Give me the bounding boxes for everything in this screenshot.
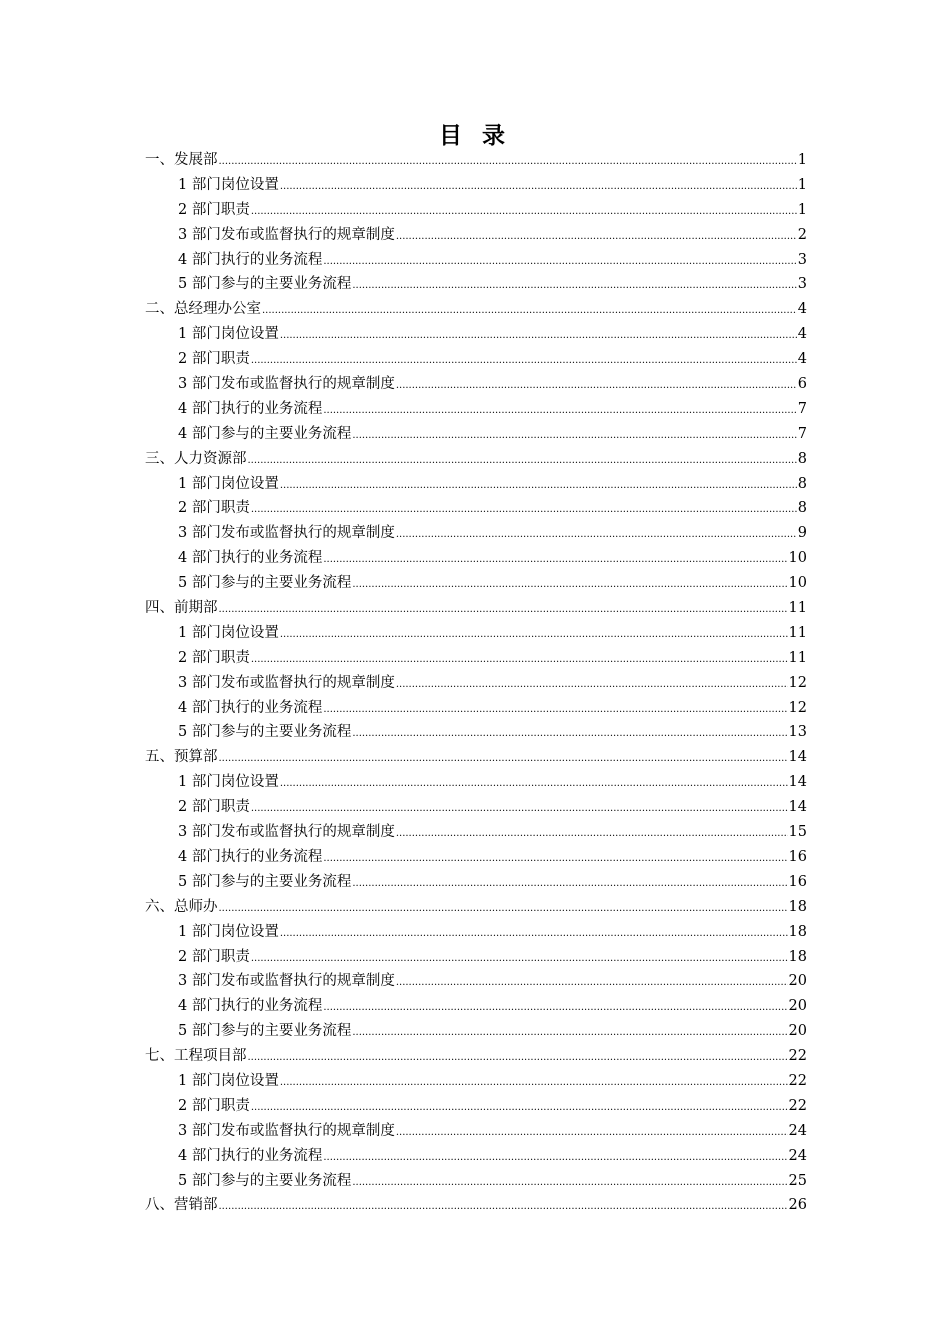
- toc-page-number: 24: [788, 1122, 807, 1139]
- toc-page-number: 1: [797, 152, 807, 168]
- toc-entry-text: 3 部门发布或监督执行的规章制度: [178, 1122, 395, 1139]
- toc-entry-text: 1 部门岗位设置: [178, 624, 279, 641]
- toc-entry-text: 2 部门职责: [178, 351, 250, 368]
- toc-dot-leader: [280, 772, 788, 797]
- toc-page-number: 4: [797, 301, 807, 318]
- toc-subsection-entry[interactable]: [145, 969, 807, 994]
- toc-entry-text: 1 部门岗位设置: [178, 923, 279, 940]
- toc-dot-leader: [219, 150, 797, 175]
- toc-dot-leader: [323, 1146, 787, 1171]
- toc-entry-text: 4 部门执行的业务流程: [178, 550, 323, 567]
- toc-entry-text: 5 部门参与的主要业务流程: [178, 1172, 352, 1189]
- toc-section-entry[interactable]: [145, 1193, 807, 1218]
- toc-dot-leader: [251, 947, 788, 972]
- toc-entry-text: 2 部门职责: [178, 500, 250, 517]
- toc-subsection-entry[interactable]: [145, 422, 807, 447]
- toc-page-number: 20: [788, 973, 807, 990]
- toc-entry-text: 1 部门岗位设置: [178, 1072, 279, 1089]
- toc-dot-leader: [352, 722, 787, 747]
- toc-page-number: 11: [788, 600, 807, 617]
- toc-entry-text: 一、发展部: [145, 152, 218, 168]
- toc-page-number: 4: [797, 326, 807, 343]
- toc-subsection-entry[interactable]: [145, 1069, 807, 1094]
- toc-page-number: 18: [788, 898, 807, 915]
- toc-dot-leader: [323, 548, 787, 573]
- toc-entry-text: 5 部门参与的主要业务流程: [178, 276, 352, 293]
- toc-subsection-entry[interactable]: [145, 696, 807, 721]
- toc-subsection-entry[interactable]: [145, 1169, 807, 1194]
- toc-page-number: 7: [797, 425, 807, 442]
- toc-entry-text: 4 部门执行的业务流程: [178, 699, 323, 716]
- toc-dot-leader: [280, 922, 788, 947]
- toc-subsection-entry[interactable]: [145, 671, 807, 696]
- toc-entry-text: 1 部门岗位设置: [178, 326, 279, 343]
- toc-entry-text: 2 部门职责: [178, 948, 250, 965]
- toc-dot-leader: [251, 200, 797, 225]
- toc-page-number: 14: [788, 774, 807, 791]
- toc-subsection-entry[interactable]: [145, 372, 807, 397]
- toc-entry-text: 四、前期部: [145, 600, 218, 617]
- toc-page-number: 20: [788, 998, 807, 1015]
- toc-page-number: 4: [797, 351, 807, 368]
- toc-page-number: 1: [797, 201, 807, 218]
- toc-page-number: 16: [788, 873, 807, 890]
- toc-page-number: 22: [788, 1072, 807, 1089]
- toc-section-entry[interactable]: [145, 148, 807, 173]
- toc-entry-text: 4 部门执行的业务流程: [178, 251, 323, 268]
- toc-page-number: 3: [797, 251, 807, 268]
- toc-dot-leader: [251, 498, 797, 523]
- toc-dot-leader: [352, 872, 787, 897]
- toc-subsection-entry[interactable]: [145, 870, 807, 895]
- toc-entry-text: 5 部门参与的主要业务流程: [178, 1023, 352, 1040]
- toc-page-number: 7: [797, 400, 807, 417]
- toc-dot-leader: [219, 1195, 788, 1220]
- toc-subsection-entry[interactable]: [145, 546, 807, 571]
- toc-page-number: 26: [788, 1197, 807, 1214]
- toc-page-number: 24: [788, 1147, 807, 1164]
- toc-subsection-entry[interactable]: [145, 820, 807, 845]
- toc-subsection-entry[interactable]: [145, 272, 807, 297]
- toc-entry-text: 1 部门岗位设置: [178, 475, 279, 492]
- toc-subsection-entry[interactable]: [145, 571, 807, 596]
- toc-page-number: 2: [797, 226, 807, 243]
- toc-entry-text: 三、人力资源部: [145, 450, 247, 467]
- toc-page-number: 20: [788, 1023, 807, 1040]
- toc-page-number: 9: [797, 525, 807, 542]
- toc-dot-leader: [352, 1171, 787, 1196]
- toc-dot-leader: [323, 250, 796, 275]
- toc-dot-leader: [219, 598, 788, 623]
- toc-dot-leader: [352, 1021, 787, 1046]
- toc-entry-text: 3 部门发布或监督执行的规章制度: [178, 973, 395, 990]
- toc-page-number: 10: [788, 550, 807, 567]
- toc-section-entry[interactable]: [145, 297, 807, 322]
- toc-subsection-entry[interactable]: [145, 994, 807, 1019]
- toc-subsection-entry[interactable]: [145, 621, 807, 646]
- toc-dot-leader: [323, 698, 787, 723]
- toc-entry-text: 3 部门发布或监督执行的规章制度: [178, 376, 395, 393]
- toc-dot-leader: [396, 374, 797, 399]
- toc-entry-text: 5 部门参与的主要业务流程: [178, 873, 352, 890]
- toc-subsection-entry[interactable]: [145, 945, 807, 970]
- toc-section-entry[interactable]: [145, 1044, 807, 1069]
- toc-entry-text: 3 部门发布或监督执行的规章制度: [178, 674, 395, 691]
- toc-page-number: 11: [788, 624, 807, 641]
- toc-title: 目 录: [438, 123, 511, 149]
- toc-dot-leader: [219, 897, 788, 922]
- toc-section-entry[interactable]: [145, 447, 807, 472]
- toc-dot-leader: [396, 673, 788, 698]
- toc-page-number: 18: [788, 948, 807, 965]
- toc-dot-leader: [352, 573, 787, 598]
- toc-page-number: 14: [788, 799, 807, 816]
- toc-entry-text: 4 部门执行的业务流程: [178, 1147, 323, 1164]
- toc-dot-leader: [251, 797, 788, 822]
- toc-entry-text: 5 部门参与的主要业务流程: [178, 575, 352, 592]
- toc-entry-text: 1 部门岗位设置: [178, 176, 279, 193]
- toc-dot-leader: [396, 822, 788, 847]
- toc-subsection-entry[interactable]: [145, 845, 807, 870]
- toc-subsection-entry[interactable]: [145, 322, 807, 347]
- toc-dot-leader: [352, 274, 796, 299]
- toc-dot-leader: [262, 299, 797, 324]
- toc-entry-text: 3 部门发布或监督执行的规章制度: [178, 226, 395, 243]
- toc-page-number: 22: [788, 1048, 807, 1065]
- toc-entry-text: 3 部门发布或监督执行的规章制度: [178, 824, 395, 841]
- toc-subsection-entry[interactable]: [145, 1094, 807, 1119]
- toc-dot-leader: [396, 971, 788, 996]
- toc-entry-text: 4 部门执行的业务流程: [178, 848, 323, 865]
- toc-entry-text: 3 部门发布或监督执行的规章制度: [178, 525, 395, 542]
- toc-entry-text: 八、营销部: [145, 1197, 218, 1214]
- toc-page-number: 25: [788, 1172, 807, 1189]
- toc-page-number: 8: [797, 475, 807, 492]
- toc-section-entry[interactable]: [145, 596, 807, 621]
- toc-dot-leader: [280, 175, 797, 200]
- toc-subsection-entry[interactable]: [145, 720, 807, 745]
- toc-subsection-entry[interactable]: [145, 173, 807, 198]
- toc-page-number: 1: [797, 176, 807, 193]
- toc-page-number: 14: [788, 749, 807, 766]
- toc-subsection-entry[interactable]: [145, 397, 807, 422]
- toc-entry-text: 4 部门执行的业务流程: [178, 998, 323, 1015]
- toc-entry-text: 2 部门职责: [178, 799, 250, 816]
- toc-entry-text: 4 部门参与的主要业务流程: [178, 425, 352, 442]
- toc-page-number: 10: [788, 575, 807, 592]
- toc-dot-leader: [251, 1096, 788, 1121]
- toc-page-number: 3: [797, 276, 807, 293]
- toc-dot-leader: [323, 847, 787, 872]
- toc-subsection-entry[interactable]: [145, 646, 807, 671]
- toc-subsection-entry[interactable]: [145, 770, 807, 795]
- toc-entry-text: 七、工程项目部: [145, 1048, 247, 1065]
- toc-entry-text: 2 部门职责: [178, 649, 250, 666]
- toc-entry-text: 五、预算部: [145, 749, 218, 766]
- toc-dot-leader: [280, 474, 797, 499]
- toc-entry-text: 5 部门参与的主要业务流程: [178, 724, 352, 741]
- toc-entry-text: 六、总师办: [145, 898, 218, 915]
- toc-entry-text: 2 部门职责: [178, 1097, 250, 1114]
- toc-dot-leader: [396, 523, 797, 548]
- toc-entry-text: 二、总经理办公室: [145, 301, 261, 318]
- toc-dot-leader: [396, 225, 797, 250]
- toc-dot-leader: [396, 1121, 788, 1146]
- toc-dot-leader: [248, 449, 797, 474]
- toc-section-entry[interactable]: [145, 745, 807, 770]
- toc-subsection-entry[interactable]: [145, 795, 807, 820]
- toc-dot-leader: [352, 424, 796, 449]
- toc-subsection-entry[interactable]: [145, 198, 807, 223]
- toc-subsection-entry[interactable]: [145, 521, 807, 546]
- toc-dot-leader: [323, 996, 787, 1021]
- toc-page-number: 12: [788, 699, 807, 716]
- toc-page-number: 16: [788, 848, 807, 865]
- toc-page-number: 15: [788, 824, 807, 841]
- toc-page-number: 6: [797, 376, 807, 393]
- toc-entry-text: 2 部门职责: [178, 201, 250, 218]
- toc-dot-leader: [219, 747, 788, 772]
- toc-subsection-entry[interactable]: [145, 1144, 807, 1169]
- toc-page-number: 11: [788, 649, 807, 666]
- toc-subsection-entry[interactable]: [145, 347, 807, 372]
- toc-dot-leader: [280, 1071, 788, 1096]
- toc-subsection-entry[interactable]: [145, 1019, 807, 1044]
- toc-entry-text: 4 部门执行的业务流程: [178, 400, 323, 417]
- toc-subsection-entry[interactable]: [145, 920, 807, 945]
- toc-page-number: 18: [788, 923, 807, 940]
- toc-page-number: 12: [788, 674, 807, 691]
- toc-section-entry[interactable]: [145, 895, 807, 920]
- toc-dot-leader: [251, 349, 797, 374]
- toc-entry-text: 1 部门岗位设置: [178, 774, 279, 791]
- toc-page-number: 22: [788, 1097, 807, 1114]
- toc-dot-leader: [251, 648, 788, 673]
- toc-subsection-entry[interactable]: [145, 472, 807, 497]
- toc-page-number: 8: [797, 500, 807, 517]
- toc-dot-leader: [280, 623, 788, 648]
- toc-subsection-entry[interactable]: [145, 248, 807, 273]
- toc-subsection-entry[interactable]: [145, 1119, 807, 1144]
- toc-list: [145, 148, 807, 1218]
- toc-page-number: 13: [788, 724, 807, 741]
- toc-subsection-entry[interactable]: [145, 496, 807, 521]
- toc-subsection-entry[interactable]: [145, 223, 807, 248]
- toc-page-number: 8: [797, 450, 807, 467]
- toc-dot-leader: [280, 324, 797, 349]
- toc-dot-leader: [248, 1046, 788, 1071]
- toc-dot-leader: [323, 399, 796, 424]
